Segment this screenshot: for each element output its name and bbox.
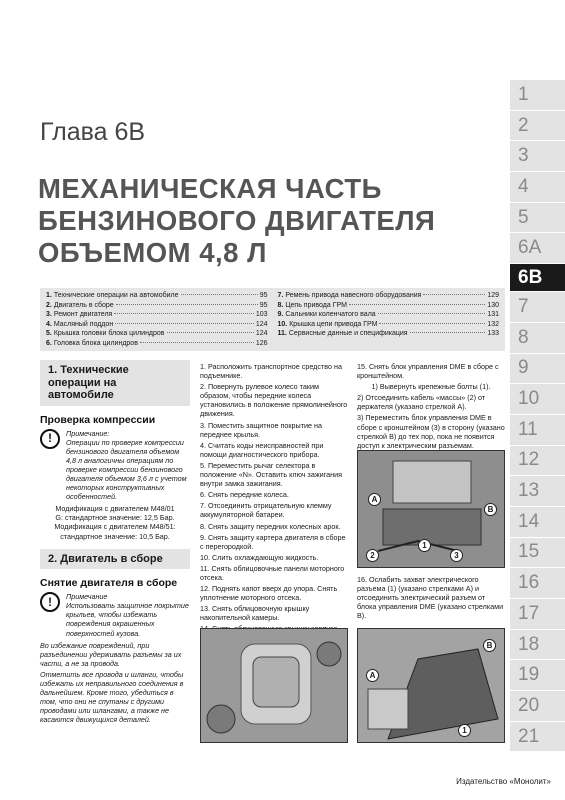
toc-page: 124: [255, 330, 268, 337]
chapter-label: Глава 6В: [40, 118, 146, 146]
toc-leader: [349, 304, 485, 305]
callout-a: A: [368, 493, 381, 506]
publisher-footer: Издательство «Монолит»: [456, 777, 551, 786]
callout-b: B: [483, 639, 496, 652]
chapter-tab[interactable]: 11: [510, 415, 565, 446]
toc-title: Головка блока цилиндров: [53, 339, 138, 347]
engine-photo-1: [200, 628, 348, 743]
procedure-step: 7. Отсоединить отрицательную клемму аккумуляторной батареи.: [200, 501, 332, 520]
toc-number: 5.: [46, 330, 52, 337]
toc-number: 8.: [277, 301, 284, 309]
toc-page: 129: [487, 292, 499, 299]
toc-title: Цепь привода ГРМ: [285, 301, 347, 309]
dme-photo: [357, 450, 505, 568]
section-heading-2: 2. Двигатель в сборе: [40, 549, 190, 570]
step-16-block: [357, 573, 505, 622]
toc-page: 130: [487, 301, 499, 309]
toc-leader: [140, 342, 254, 343]
toc-leader: [167, 332, 254, 333]
toc-title: Технические операции на автомобиле: [53, 292, 179, 299]
toc-number: 6.: [46, 339, 52, 347]
callout-b: B: [484, 503, 497, 516]
toc-entry[interactable]: [278, 301, 500, 311]
toc-entry[interactable]: [46, 329, 268, 339]
exclamation-icon: !: [40, 429, 60, 449]
toc-leader: [116, 304, 258, 305]
note-compression: [40, 429, 190, 502]
toc-number: 9.: [277, 311, 284, 318]
mod2-value: стандартное значение: 10,5 Бар.: [60, 531, 170, 541]
toc-page: 103: [255, 311, 268, 318]
callout-3: 3: [450, 549, 463, 562]
toc-leader: [115, 323, 254, 324]
chapter-tab[interactable]: 1: [510, 80, 565, 111]
connector-photo: [357, 628, 505, 743]
dme-illustration: [358, 451, 505, 568]
procedure-step: 9. Снять защиту картера двигателя в сборе с перегородкой.: [200, 532, 346, 551]
toc-page: 132: [487, 320, 499, 328]
chapter-tab[interactable]: 4: [510, 172, 565, 203]
toc-number: 11.: [277, 330, 287, 337]
step-15-2: 2) Отсоединить кабель «массы» (2) от держателя (указано стрелкой А).: [357, 393, 486, 412]
toc-title: Сервисные данные и спецификация: [288, 330, 408, 337]
chapter-tab[interactable]: 6В: [510, 264, 565, 292]
chapter-tab[interactable]: 9: [510, 354, 565, 385]
chapter-tab[interactable]: 17: [510, 599, 565, 630]
note-removal: [40, 592, 190, 637]
toc-page: 133: [487, 330, 499, 337]
toc-entry[interactable]: [278, 320, 500, 330]
procedure-step: 13. Снять облицовочную крышку накопительной камеры.: [200, 604, 310, 623]
procedure-step: 2. Повернуть рулевое колесо таким образом, чтобы передние колеса установились в положение прямолинейного движения.: [200, 382, 348, 419]
step-15: 15. Снять блок управления DME в сборе с кронштейном.: [357, 362, 499, 381]
chapter-tab[interactable]: 10: [510, 384, 565, 415]
toc-left-column: [46, 291, 268, 348]
title-line-3: ОБЪЕМОМ 4,8 Л: [38, 237, 267, 268]
toc-entry[interactable]: [46, 339, 268, 349]
note-title: Примечание:: [66, 428, 110, 438]
chapter-tab[interactable]: 8: [510, 323, 565, 354]
procedure-step: 8. Снять защиту передних колесных арок.: [200, 521, 341, 531]
toc-title: Крышка цепи привода ГРМ: [289, 320, 378, 328]
paragraph: Отметить все провода и шланги, чтобы избежать их неправильного соединения в дальнейшем. Кроме того, убедиться в том, что они не спутаны с другими проводами или шлангами, а также не касаются движущихся деталей.: [40, 669, 184, 725]
callout-2: 2: [366, 549, 379, 562]
chapter-tab[interactable]: 3: [510, 141, 565, 172]
step-15-3: 3) Переместить блок управления DME в сборе с кронштейном (3) в сторону (указано стрелкой В) до тех пор, пока не появится доступ к электрическим разъемам.: [357, 413, 505, 450]
toc-entry[interactable]: [46, 291, 268, 301]
note-title: Примечание: [66, 592, 108, 602]
toc-number: 2.: [46, 301, 52, 309]
toc-right-column: [278, 291, 500, 348]
toc-leader: [114, 313, 253, 314]
chapter-tab[interactable]: 14: [510, 507, 565, 538]
procedure-step: 12. Поднять капот вверх до упора. Снять уплотнение моторного отсека.: [200, 584, 338, 603]
toc-title: Масляный поддон: [53, 320, 114, 328]
mod2-label: Модификация с двигателем M48/51:: [54, 522, 176, 532]
subheading-removal: Снятие двигателя в сборе: [40, 577, 178, 590]
chapter-tab[interactable]: 20: [510, 691, 565, 722]
middle-column: [200, 360, 348, 654]
mod1-label: Модификация с двигателем M48/01: [55, 504, 175, 514]
procedure-step: 11. Снять облицовочные панели моторного отсека.: [200, 563, 345, 582]
toc-leader: [378, 313, 486, 314]
toc-page: 131: [487, 311, 499, 318]
chapter-tab[interactable]: 2: [510, 111, 565, 142]
toc-entry[interactable]: [278, 291, 500, 301]
paragraph: Во избежание повреждений, при разъединении удерживать разъемы за их части, а не за провода.: [40, 640, 182, 668]
chapter-tab[interactable]: 13: [510, 476, 565, 507]
toc-entry[interactable]: [46, 301, 268, 311]
toc-leader: [181, 294, 258, 295]
note-text: Операции по проверке компрессии бензинового двигателя объемом 4,8 л аналогичны операциям по проверке компрессии бензинового двигателя объемом 3,6 л с учетом некоторых конструктивных особенностей.: [66, 437, 187, 502]
toc-entry[interactable]: [46, 310, 268, 320]
procedure-step: 10. Слить охлаждающую жидкость.: [200, 552, 319, 562]
toc-page: 95: [259, 292, 268, 299]
toc-title: Двигатель в сборе: [53, 301, 114, 309]
callout-1: 1: [418, 539, 431, 552]
chapter-tab[interactable]: 6А: [510, 233, 565, 264]
procedure-step: 5. Переместить рычаг селектора в положение «N». Оставить ключ зажигания внутри замка зажигания.: [200, 460, 342, 489]
toc-leader: [423, 294, 485, 295]
chapter-tab[interactable]: 19: [510, 660, 565, 691]
chapter-tab[interactable]: 16: [510, 568, 565, 599]
chapter-tab[interactable]: 7: [510, 292, 565, 323]
toc-leader: [410, 332, 486, 333]
procedure-step: 3. Поместить защитное покрытие на переднее крылья.: [200, 420, 322, 439]
toc-page: 126: [255, 339, 268, 347]
procedure-step: 1. Расположить транспортное средство на подъемнике.: [200, 362, 342, 381]
title-line-1: МЕХАНИЧЕСКАЯ ЧАСТЬ: [38, 173, 382, 204]
step-16: 16. Ослабить захват электрического разъема (1) (указано стрелками А) и отсоединить электрический разъем от блока управления DME (указано стрелками В).: [357, 575, 504, 621]
toc-number: 3.: [46, 311, 52, 318]
toc-page: 124: [255, 320, 268, 328]
toc-title: Ремень привода навесного оборудования: [285, 292, 422, 299]
chapter-tab[interactable]: 5: [510, 203, 565, 234]
right-column: [357, 360, 505, 452]
toc-leader: [379, 323, 485, 324]
toc-entry[interactable]: [278, 310, 500, 320]
exclamation-icon: !: [40, 592, 60, 612]
left-column: [40, 360, 190, 726]
mod1-value: G: стандартное значение: 12,5 Бар.: [55, 513, 175, 523]
note-text: Использовать защитное покрытие крыльев, чтобы избежать повреждения окрашенных поверхностей кузова.: [66, 601, 189, 638]
chapter-tab[interactable]: 15: [510, 538, 565, 569]
toc-number: 10.: [277, 320, 288, 328]
chapter-tab[interactable]: 12: [510, 446, 565, 477]
toc-title: Сальники коленчатого вала: [285, 311, 376, 318]
procedure-step: 4. Считать коды неисправностей при помощи диагностического прибора.: [200, 440, 324, 459]
toc-entry[interactable]: [46, 320, 268, 330]
chapter-tabs: [510, 80, 565, 752]
procedure-step: 6. Снять передние колеса.: [200, 490, 289, 500]
toc-title: Крышка головки блока цилиндров: [53, 330, 165, 337]
toc-number: 7.: [277, 292, 284, 299]
callout-1: 1: [458, 724, 471, 737]
toc-title: Ремонт двигателя: [53, 311, 113, 318]
toc-number: 4.: [46, 320, 52, 328]
callout-a: A: [366, 669, 379, 682]
subheading-compression: Проверка компрессии: [40, 413, 156, 426]
toc-entry[interactable]: [278, 329, 500, 339]
step-15-1: 1) Вывернуть крепежные болты (1).: [371, 382, 491, 392]
chapter-tab[interactable]: 18: [510, 630, 565, 661]
title-line-2: БЕНЗИНОВОГО ДВИГАТЕЛЯ: [38, 205, 436, 236]
engine-illustration: [201, 629, 348, 743]
chapter-tab[interactable]: 21: [510, 722, 565, 753]
section-heading-1: 1. Технические операции на автомобиле: [40, 360, 190, 406]
toc-number: 1.: [46, 292, 52, 299]
toc-page: 95: [259, 301, 268, 309]
table-of-contents: [40, 288, 505, 351]
